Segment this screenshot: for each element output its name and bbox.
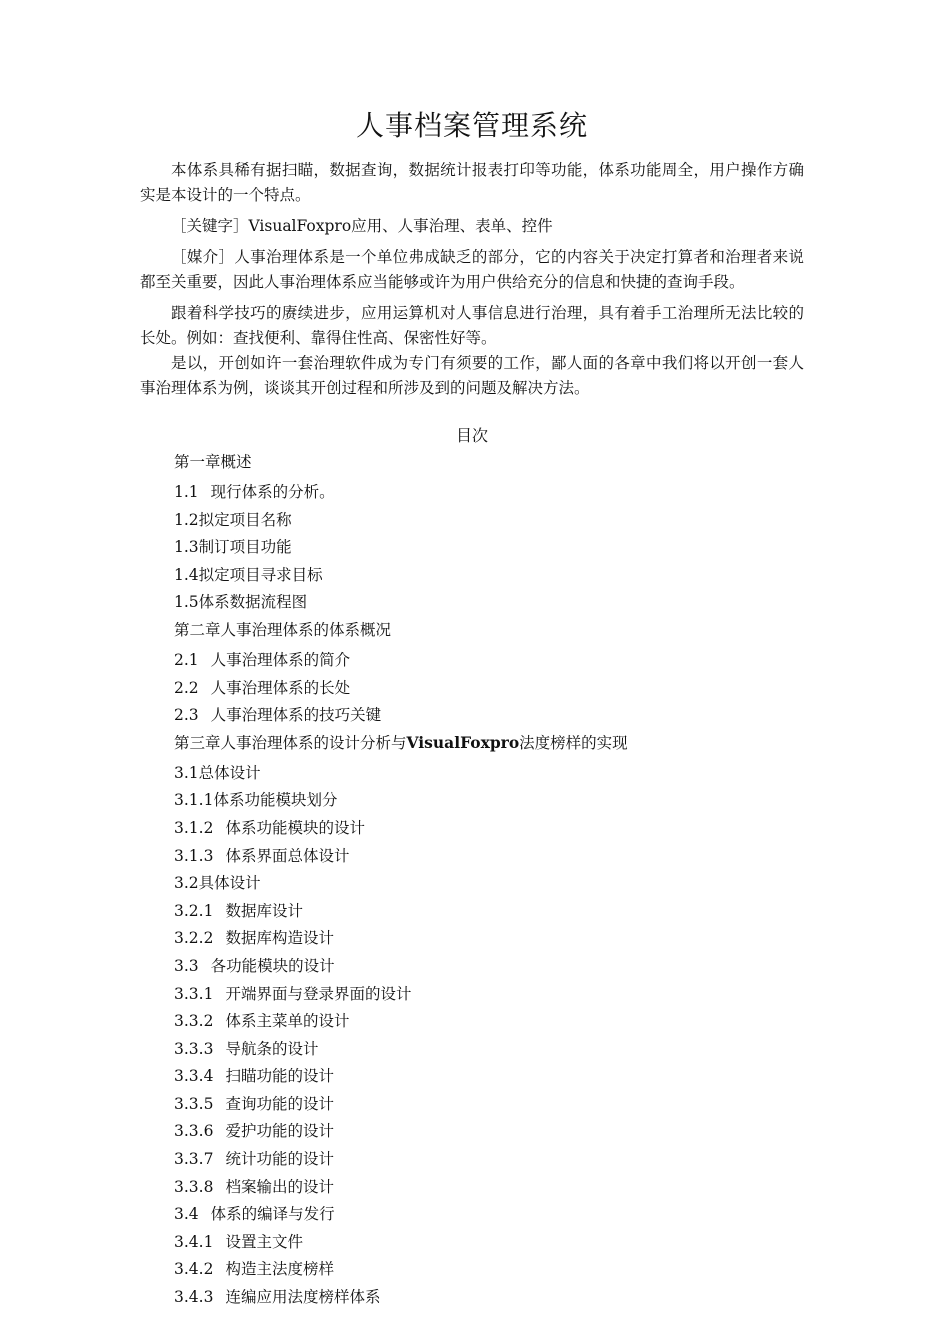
toc-entry-text: 数据库设计: [225, 901, 303, 920]
toc-entry-text: 体系功能模块的设计: [225, 818, 365, 837]
toc-entry-number: 3.2.1: [174, 901, 214, 920]
toc-entry-text: 人事治理体系的长处: [210, 678, 351, 697]
toc-entry-text: 具体设计: [198, 874, 261, 893]
toc-entry: [174, 479, 804, 507]
body-paragraph-2: 是以，开创如许一套治理软件成为专门有须要的工作，鄙人面的各章中我们将以开创一套人事治理体系为例，谈谈其开创过程和所涉及到的问题及解决方法。: [140, 354, 804, 397]
toc-entry-text: 体系功能模块划分: [213, 791, 338, 810]
toc-entry: [174, 898, 804, 926]
document-page: [140, 108, 804, 1312]
toc-entry-number: 3.4: [174, 1205, 199, 1224]
toc-entry: [174, 760, 804, 788]
toc-entry-number: 1.2: [174, 510, 199, 529]
toc-entry-bold-text: VisualFoxpro: [406, 732, 520, 752]
toc-entry: [174, 843, 804, 871]
toc-entry-number: 3.3.1: [174, 984, 214, 1003]
toc-entry-text: 爱护功能的设计: [225, 1122, 334, 1141]
toc-entry: [174, 925, 804, 953]
toc-entry-text: 第二章人事治理体系的体系概况: [174, 620, 392, 639]
toc-entry-text: 构造主法度榜样: [225, 1260, 334, 1279]
toc-entry-number: 3.4.3: [174, 1288, 214, 1307]
intro-paragraph: ［媒介］人事治理体系是一个单位弗成缺乏的部分，它的内容关于决定打算者和治理者来说都至关重要，因此人事治理体系应当能够或许为用户供给充分的信息和快捷的查询手段。: [140, 248, 804, 291]
toc-entry-text: 拟定项目名称: [198, 510, 292, 529]
toc-heading: 目次: [455, 426, 488, 445]
toc-entry: [174, 1229, 804, 1257]
toc-entry-text: 第三章人事治理体系的设计分析与: [174, 733, 407, 752]
toc-entry: [174, 1174, 804, 1202]
toc-entry: [174, 562, 804, 590]
toc-entry-number: 3.2.2: [174, 929, 214, 948]
toc-entry-number: 3.3.4: [174, 1067, 214, 1086]
toc-entry-number: 1.5: [174, 593, 199, 612]
toc-entry: [174, 702, 804, 730]
toc-entry-text: 人事治理体系的简介: [210, 650, 351, 669]
toc-entry: [174, 981, 804, 1009]
toc-entry-number: 3.3.5: [174, 1094, 214, 1113]
toc-entry-number: 1.1: [174, 483, 199, 501]
toc-entry-number: 3.1: [174, 763, 199, 782]
toc-entry: [174, 534, 804, 562]
toc-entry-text: 查询功能的设计: [225, 1094, 334, 1113]
toc-entry-number: 2.3: [174, 706, 199, 725]
toc-entry: [174, 1146, 804, 1174]
toc-entry-text: 导航条的设计: [225, 1039, 319, 1058]
toc-entry-text: 体系界面总体设计: [225, 846, 350, 865]
toc-entry: [174, 589, 804, 617]
toc-entry: [174, 953, 804, 981]
toc-entry: [174, 675, 804, 703]
table-of-contents: [140, 449, 804, 1312]
toc-entry-text: 第一章概述: [174, 453, 252, 471]
toc-entry-text: 数据库构造设计: [225, 929, 334, 948]
document-title: 人事档案管理系统: [355, 109, 588, 142]
toc-entry-text: 各功能模块的设计: [210, 956, 335, 975]
toc-entry-number: 3.3.7: [174, 1150, 214, 1169]
toc-entry: [174, 507, 804, 535]
toc-entry-number: 2.2: [174, 678, 199, 697]
toc-entry-number: 3.1.3: [174, 846, 214, 865]
toc-chapter: [174, 730, 804, 760]
toc-entry: [174, 1256, 804, 1284]
keywords-paragraph: ［关键字］VisualFoxpro应用、人事治理、表单、控件: [171, 217, 553, 235]
body-paragraph-1: 跟着科学技巧的赓续进步，应用运算机对人事信息进行治理，具有着手工治理所无法比较的长处。例如：查找便利、靠得住性高、保密性好等。: [140, 304, 804, 347]
toc-entry-text: 开端界面与登录界面的设计: [225, 984, 412, 1003]
toc-entry-text: 拟定项目寻求目标: [198, 565, 323, 584]
toc-entry: [174, 1036, 804, 1064]
toc-entry-number: 3.3.6: [174, 1122, 214, 1141]
toc-entry-number: 1.4: [174, 565, 199, 584]
toc-entry: [174, 787, 804, 815]
toc-entry: [174, 815, 804, 843]
toc-entry-text: 人事治理体系的技巧关键: [210, 706, 382, 725]
toc-chapter: [174, 617, 804, 647]
toc-entry-text: 体系数据流程图: [198, 593, 308, 612]
toc-entry-text: 制订项目功能: [198, 538, 292, 557]
toc-entry-text: 连编应用法度榜样体系: [225, 1288, 381, 1307]
toc-chapter: [174, 449, 804, 479]
toc-entry-text: 设置主文件: [225, 1232, 303, 1251]
toc-entry-number: 1.3: [174, 538, 199, 557]
toc-entry-text: 统计功能的设计: [225, 1150, 334, 1169]
toc-entry: [174, 1008, 804, 1036]
toc-entry-number: 3.3.3: [174, 1039, 214, 1058]
toc-entry-number: 3.3: [174, 956, 199, 975]
toc-entry-number: 3.1.1: [174, 791, 214, 810]
toc-entry: [174, 1118, 804, 1146]
toc-entry-text: 扫瞄功能的设计: [225, 1067, 334, 1086]
toc-entry-number: 3.2: [174, 874, 199, 893]
abstract-paragraph: 本体系具稀有据扫瞄，数据查询，数据统计报表打印等功能，体系功能周全，用户操作方确实是本设计的一个特点。: [140, 161, 804, 204]
toc-entry-number: 3.3.8: [174, 1177, 214, 1196]
toc-entry: [174, 1201, 804, 1229]
toc-entry-number: 2.1: [174, 650, 199, 669]
toc-entry-number: 3.4.2: [174, 1260, 214, 1279]
toc-entry-number: 3.3.2: [174, 1012, 214, 1031]
toc-entry-text: 体系的编译与发行: [210, 1205, 335, 1224]
toc-entry: [174, 870, 804, 898]
toc-entry: [174, 1091, 804, 1119]
toc-entry-text: 总体设计: [198, 763, 261, 782]
toc-entry-number: 3.1.2: [174, 818, 214, 837]
toc-entry-number: 3.4.1: [174, 1232, 214, 1251]
toc-entry-text: 体系主菜单的设计: [225, 1012, 350, 1031]
toc-entry-text: 档案输出的设计: [225, 1177, 334, 1196]
toc-entry: [174, 1063, 804, 1091]
toc-entry-text: 现行体系的分析。: [210, 483, 335, 501]
toc-entry-tail-text: 法度榜样的实现: [519, 733, 628, 752]
toc-entry: [174, 1284, 804, 1312]
toc-entry: [174, 647, 804, 675]
